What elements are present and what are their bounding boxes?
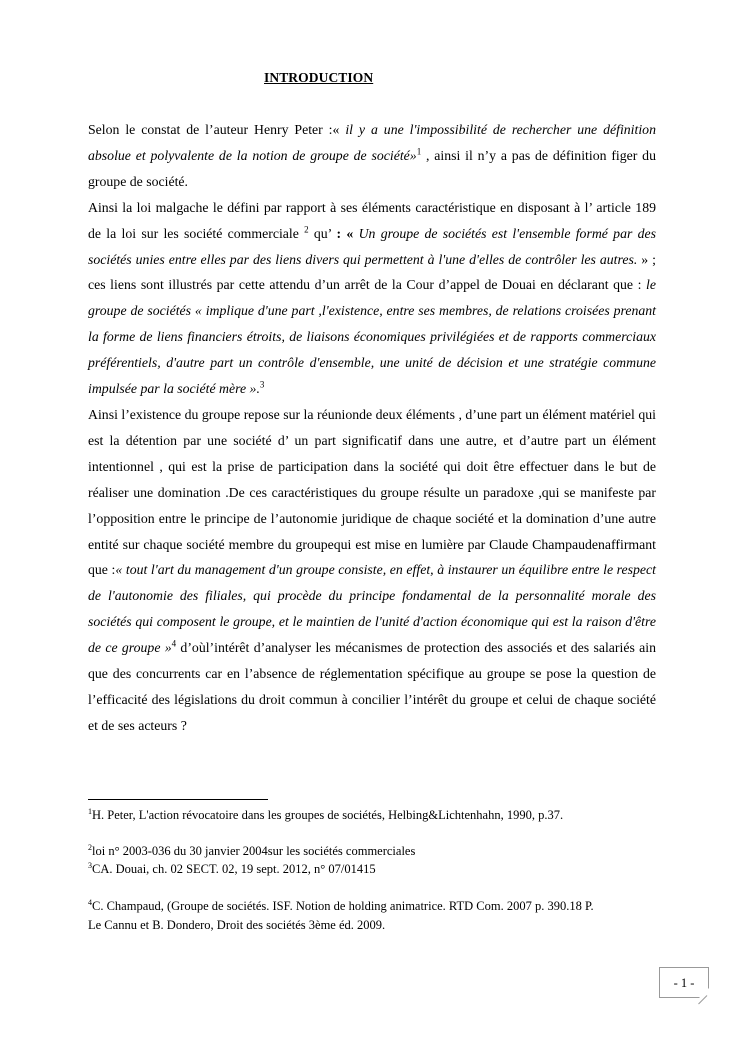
p3-quote: « tout l'art du management d'un groupe consiste, en effet, à instaurer un équilibre entre le respect de l'autonomie des filiales, qui procède du principe fondamental de la personnalité morale des sociétés qui composent le groupe, et le maintien de l'unité d'action économique qui est la raison d'être de ce groupe »	[88, 562, 656, 656]
footnote-text: C. Champaud, (Groupe de sociétés. ISF. Notion de holding animatrice. RTD Com. 2007 p. 390.18 P. Le Cannu et B. Dondero, Droit des sociétés 3ème éd. 2009.	[88, 899, 594, 932]
footnote-text: H. Peter, L'action révocatoire dans les groupes de sociétés, Helbing&Lichtenhahn, 1990, p.37.	[92, 808, 564, 822]
p3-text-a: Ainsi l’existence du groupe repose sur la réunionde deux éléments , d’une part un élément matériel qui est la détention par une société d’ un part significatif dans une autre, et d’autre part un élément intentionnel , qui est la prise de participation dans la société qui doit être effectuer dans le but de réaliser une domination .De ces caractéristiques du groupe résulte un paradoxe ,qui se manifeste par l’opposition entre le principe de l’autonomie juridique de chaque société et la domination d’une autre entité sur chaque société membre du groupequi est mise en lumière par Claude Champaudenaffirmant que :	[88, 406, 656, 578]
p3-text-c: d’oùl’intérêt d’analyser les mécanismes de protection des associés et des salariés ain que des concurrents car en l’absence de réglementation spécifique au groupe se pose la question de l’efficacité des législations du droit commun à concilier l’intérêt du groupe et celui de chaque société et de ses acteurs ?	[88, 640, 656, 733]
paragraph-1	[88, 117, 656, 195]
footnote-separator	[88, 799, 268, 800]
footnote-text: CA. Douai, ch. 02 SECT. 02, 19 sept. 2012, n° 07/01415	[92, 862, 376, 876]
footnote-number: 4	[88, 897, 92, 907]
footnote-ref-4: 4	[171, 638, 177, 649]
footnote-ref-2: 2	[304, 224, 309, 235]
p2-text-a: Ainsi la loi malgache le défini par rapport à ses éléments caractéristique en disposant à l’ article 189 de la loi sur les société commerciale	[88, 199, 656, 241]
footnote-number: 1	[88, 806, 92, 816]
footnote-1	[88, 806, 648, 825]
p2-text-e: » ; ces liens sont illustrés par cette attendu d’un arrêt de la Cour d’appel de Douai en déclarant que :	[88, 251, 656, 293]
footnote-number: 3	[88, 860, 92, 870]
footnote-2	[88, 842, 648, 861]
p2-text-b: qu’	[308, 225, 337, 241]
page-number: - 1 -	[673, 976, 695, 990]
p1-text-c: , ainsi il n’y a pas de définition figer du groupe de société.	[88, 147, 656, 189]
page-number-box	[659, 967, 709, 998]
footnote-4	[88, 897, 603, 934]
footnote-ref-3: 3	[259, 379, 265, 390]
footnote-number: 2	[88, 842, 92, 852]
paragraph-2	[88, 195, 656, 402]
p1-quote: il y a une l'impossibilité de rechercher une définition absolue et polyvalente de la notion de groupe de société»	[88, 122, 656, 163]
footnote-3	[88, 860, 648, 879]
page-title: INTRODUCTION	[264, 70, 374, 85]
p2-quote-court: le groupe de sociétés « implique d'une part ,l'existence, entre ses membres, de relations croisées prenant la forme de liens financiers étroits, de liaisons économiques privilégiées et de rapports commerciaux préférentiels, d'autre part un contrôle d'ensemble, une unité de décision et une stratégie commune impulsée par la société mère ».	[88, 277, 656, 397]
paragraph-3	[88, 402, 656, 739]
body-text	[88, 117, 656, 739]
p2-colon: : «	[336, 225, 359, 241]
footnote-ref-1: 1	[416, 146, 422, 157]
p2-quote-law: Un groupe de sociétés est l'ensemble formé par des sociétés unies entre elles par des liens divers qui permettent à l'une d'elles de contrôler les autres.	[88, 225, 656, 267]
footnote-text: loi n° 2003-036 du 30 janvier 2004sur les sociétés commerciales	[92, 844, 416, 858]
p1-text-a: Selon le constat de l’auteur Henry Peter :«	[88, 122, 346, 137]
